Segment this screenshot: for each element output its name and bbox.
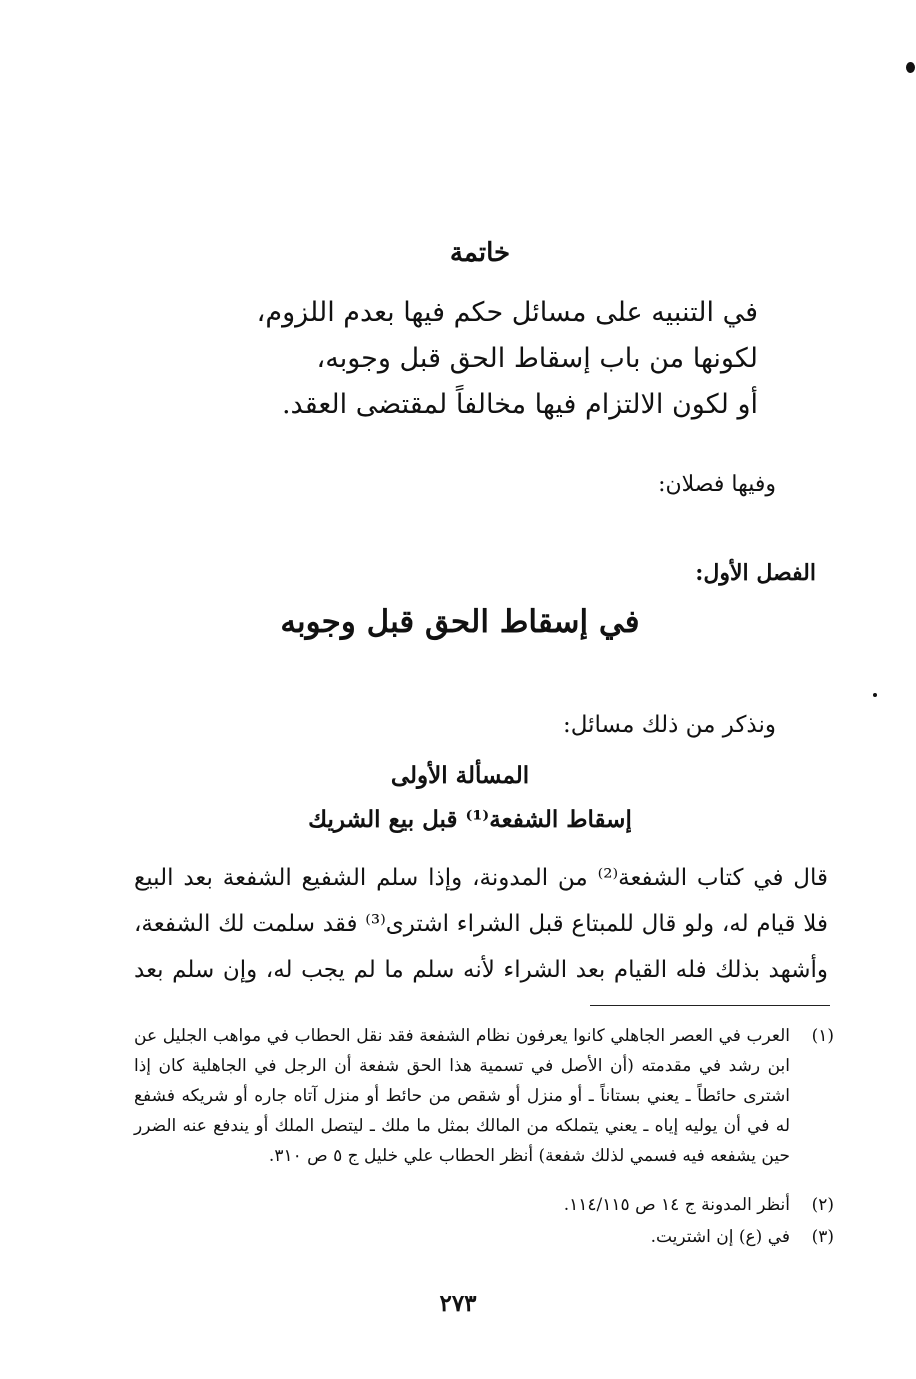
footnote-number: (١) <box>811 1026 834 1046</box>
footnote-number: (٣) <box>811 1227 834 1247</box>
footnote <box>134 1021 834 1171</box>
intro-line: لكونها من باب إسقاط الحق قبل وجوبه، <box>316 343 758 374</box>
footnote-line: أنظر المدونة ج ١٤ ص ١١٤/١١٥. <box>563 1195 790 1215</box>
footnote-separator <box>590 1005 830 1006</box>
intro-line: في التنبيه على مسائل حكم فيها بعدم اللزوم، <box>256 297 758 328</box>
conclusion-intro <box>238 290 758 428</box>
lead-sentence: ونذكر من ذلك مسائل: <box>562 712 776 738</box>
footnote-text <box>134 1021 790 1171</box>
body-line: قال في كتاب الشفعة⁽²⁾ من المدونة، وإذا سلم الشفيع الشفعة بعد البيع <box>134 865 828 891</box>
page-number: ٢٧٣ <box>439 1290 477 1317</box>
footnote <box>134 1222 834 1252</box>
footnote-line: حين يشفعه فيه فسمي لذلك شفعة) أنظر الحطاب علي خليل ج ٥ ص ٣١٠. <box>268 1146 790 1166</box>
footnote-line: في (ع) إن اشتريت. <box>650 1227 790 1247</box>
footnote-text <box>134 1222 790 1252</box>
intro-line: أو لكون الالتزام فيها مخالفاً لمقتضى العقد. <box>281 389 758 420</box>
chapter-title: في إسقاط الحق قبل وجوبه <box>280 604 640 640</box>
footnote-line: ابن رشد في مقدمته (أن الأصل في تسمية هذا الحق شفعة أن الرجل في الجاهلية كان إذا <box>134 1056 790 1076</box>
footnote <box>134 1190 834 1220</box>
body-paragraph <box>134 855 828 993</box>
body-line: وأشهد بذلك فله القيام بعد الشراء لأنه سلم ما لم يجب له، وإن سلم بعد <box>134 957 828 983</box>
footnote-line: له في أن يوليه إياه ـ يعني يتملكه من المالك بمثل ما ملك ـ ليتصل الملك أو يندفع عنه الضرر <box>134 1116 790 1136</box>
footnote-number: (٢) <box>811 1195 834 1215</box>
body-line: فلا قيام له، ولو قال للمبتاع قبل الشراء اشترى⁽³⁾ فقد سلمت لك الشفعة، <box>134 911 828 937</box>
scan-speck <box>906 62 915 73</box>
scan-speck <box>873 693 877 697</box>
footnote-text <box>134 1190 790 1220</box>
footnote-line: اشترى حائطاً ـ يعني بستاناً ـ أو منزل أو شقص من حائط أو منزل آتاه جاره أو شريكه فشفع <box>134 1086 790 1106</box>
footnote-line: العرب في العصر الجاهلي كانوا يعرفون نظام الشفعة فقد نقل الحطاب في مواهب الجليل عن <box>134 1026 790 1046</box>
issue-subtitle: إسقاط الشفعة⁽¹⁾ قبل بيع الشريك <box>308 806 632 833</box>
section-heading: خاتمة <box>449 238 511 268</box>
sections-note: وفيها فصلان: <box>658 472 776 497</box>
issue-title: المسألة الأولى <box>390 762 530 789</box>
chapter-label: الفصل الأول: <box>695 560 816 586</box>
